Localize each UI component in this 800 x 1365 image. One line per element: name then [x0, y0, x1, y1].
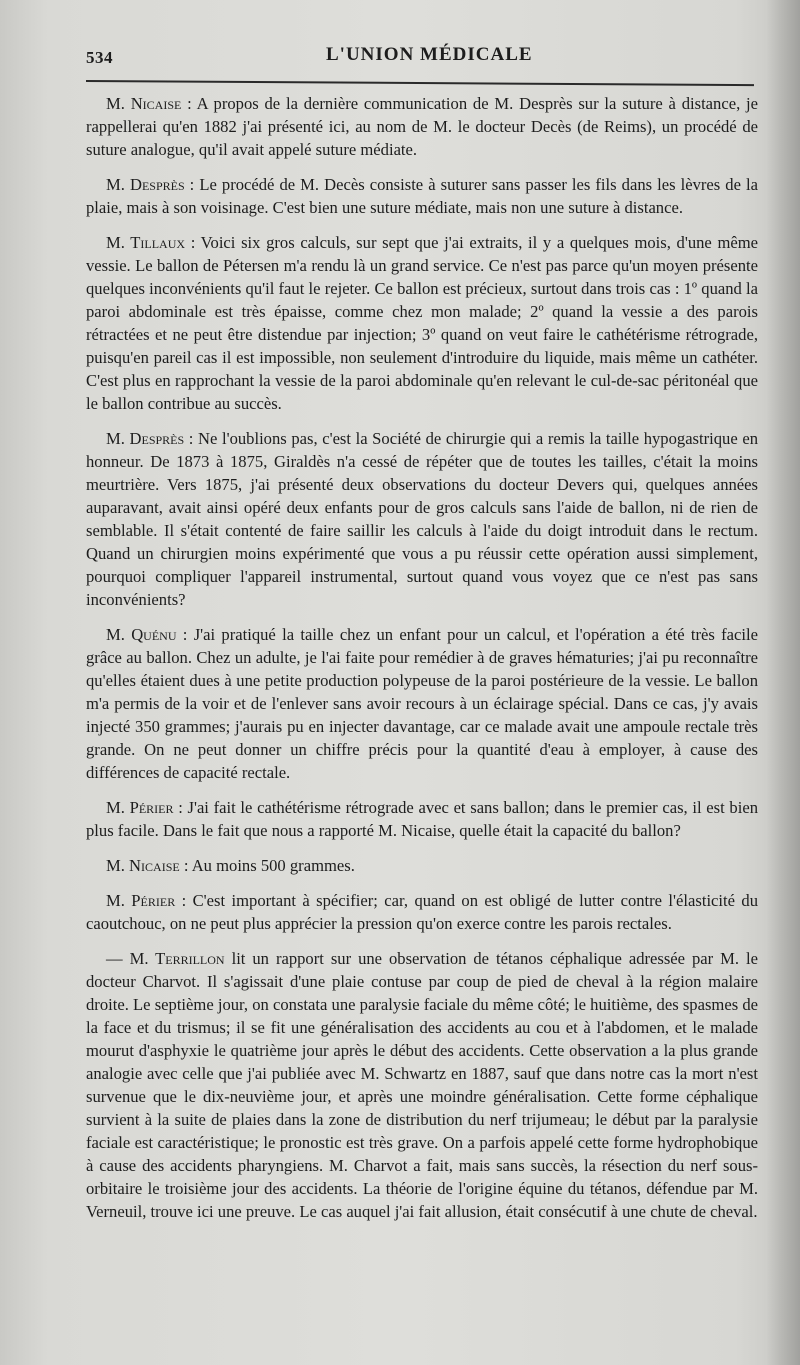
header-rule: [86, 80, 754, 86]
paragraph-text: : A propos de la dernière communication de M. Desprès sur la suture à distance, je rappellerai qu'en 1882 j'ai présenté ici, au nom de M. le docteur Decès (de Reims), un procédé de suture analogue, qu'il avait appelé suture médiate.: [86, 94, 759, 159]
paragraph-text: : J'ai pratiqué la taille chez un enfant pour un calcul, et l'opération a été très facile grâce au ballon. Chez un adulte, je l'ai faite pour remédier à de graves hématuries; j'ai pu reconnaître qu'elles étaient dues à une petite production polypeuse de la paroi postérieure de la vessie. Le ballon m'a permis de la voir et de l'enlever sans avoir recours à un éclairage spécial. Dans ce cas, j'y avais injecté 350 grammes; j'aurais pu en injecter davantage, car ce malade avait une ampoule rectale très grande. On ne peut donner un chiffre précis pour la quantité d'eau à employer, à cause des différences de capacité rectale.: [86, 625, 758, 782]
dash-prefix: —: [106, 949, 130, 968]
speaker-name: M. Terrillon: [129, 949, 225, 968]
paragraph-text: : J'ai fait le cathétérisme rétrograde avec et sans ballon; dans le premier cas, il est bien plus facile. Dans le fait que nous a rapporté M. Nicaise, quelle était la capacité du ballon?: [86, 798, 758, 840]
paragraph-text: : Ne l'oublions pas, c'est la Société de chirurgie qui a remis la taille hypogastrique en honneur. De 1873 à 1875, Giraldès n'a cessé de répéter que de toutes les tailles, c'était la moins meurtrière. Vers 1875, j'ai présenté deux observations du docteur Devers qui, quelques années auparavant, avait ainsi opéré deux enfants pour de gros calculs sans l'aide de ballon, ni de rien de semblable. Il s'était contenté de faire saillir les calculs à l'aide du doigt introduit dans le rectum. Quand un chirurgien moins expérimenté que vous a pu réussir cette opération aussi simplement, pourquoi compliquer l'appareil instrumental, surtout quand vous voyez que ce n'est pas sans inconvénients?: [86, 429, 758, 609]
speaker-name: M. Nicaise: [106, 856, 180, 875]
paragraph-text: : Au moins 500 grammes.: [179, 856, 355, 875]
paragraph: [86, 854, 758, 877]
paragraph: [86, 231, 758, 415]
paragraph: [86, 427, 758, 611]
paragraph-text: : Le procédé de M. Decès consiste à suturer sans passer les fils dans les lèvres de la plaie, mais à son voisinage. C'est bien une suture médiate, mais non une suture à distance.: [86, 175, 758, 217]
paragraph-text: : Voici six gros calculs, sur sept que j'ai extraits, il y a quelques mois, d'une même vessie. Le ballon de Pétersen m'a rendu là un grand service. Ce n'est pas parce qu'un moyen présente quelques inconvénients qu'il faut le rejeter. Ce ballon est précieux, surtout dans trois cas : 1º quand la paroi abdominale est très épaisse, comme chez mon malade; 2º quand la vessie a des parois rétractées et ne peut être distendue par injection; 3º quand on veut faire le cathétérisme rétrograde, puisqu'en pareil cas il est impossible, non seulement d'introduire du liquide, mais même un cathéter. C'est plus en rapprochant la vessie de la paroi abdominale qu'en relevant le cul-de-sac péritonéal que le ballon contribue au succès.: [86, 233, 758, 413]
paragraph: [86, 173, 758, 219]
running-title: L'UNION MÉDICALE: [326, 44, 533, 65]
paragraph-text: lit un rapport sur une observation de tétanos céphalique adressée par M. le docteur Charvot. Il s'agissait d'une plaie contuse par coup de pied de cheval à la région malaire droite. Le septième jour, on constata une paralysie faciale du même côté; le huitième, des spasmes de la face et du trismus; il se fit une généralisation des accidents au cou et à l'abdomen, et le malade mourut d'asphyxie le quatrième jour après le début des accidents. Cette observation a la plus grande analogie avec celle que j'ai publiée avec M. Schwartz en 1887, sauf que dans notre cas la mort n'est survenue que le dix-neuvième jour, et après une moindre généralisation. Cette forme céphalique survient à la suite de plaies dans la zone de distribution du nerf trijumeau; le début par la paralysie faciale est caractéristique; le pronostic est très grave. On a parfois appelé cette forme hydrophobique à cause des accidents pharyngiens. M. Charvot a fait, mais sans succès, la résection du nerf sous-orbitaire le troisième jour des accidents. La théorie de l'origine équine du tétanos, défendue par M. Verneuil, trouve ici une preuve. Le cas auquel j'ai fait allusion, était consécutif à une chute de cheval.: [86, 949, 758, 1221]
speaker-name: M. Desprès: [106, 175, 185, 194]
speaker-name: M. Nicaise: [106, 94, 182, 113]
page-edge-shadow: [766, 0, 800, 1365]
paragraph: [86, 796, 758, 842]
paragraph-text: : C'est important à spécifier; car, quand on est obligé de lutter contre l'élasticité du caoutchouc, on ne peut plus apprécier la pression qu'on exerce contre les parois rectales.: [86, 891, 758, 933]
paragraph: [86, 947, 758, 1223]
paragraph: [86, 623, 758, 784]
paragraph: [86, 92, 758, 161]
article-body: [86, 92, 758, 1235]
speaker-name: M. Quénu: [106, 625, 177, 644]
paragraph: [86, 889, 758, 935]
page-header: [86, 40, 756, 76]
page-number: 534: [86, 48, 113, 67]
speaker-name: M. Desprès: [106, 429, 185, 448]
speaker-name: M. Périer: [106, 891, 176, 910]
speaker-name: M. Tillaux: [106, 233, 186, 252]
speaker-name: M. Périer: [106, 798, 174, 817]
